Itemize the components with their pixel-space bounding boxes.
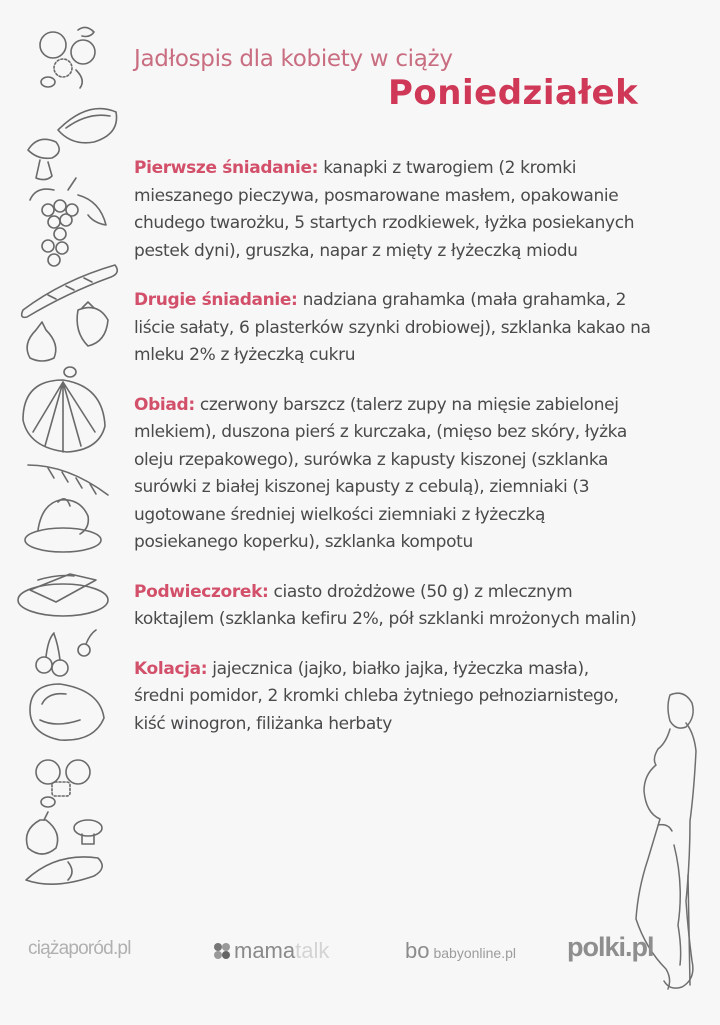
meal-plan [134, 155, 669, 760]
fish-icon [26, 857, 102, 884]
logo-mamatalk[interactable] [212, 938, 329, 964]
babyonline-mark-icon: bo [405, 938, 430, 963]
garlic-icon [27, 322, 76, 377]
page-title: Poniedziałek [388, 73, 639, 113]
meal-text: ciasto drożdżowe (50 g) z mlecznym koktajlem (szklanka kefiru 2%, pół szklanki mrożonych malin) [134, 581, 637, 629]
shell-icon [23, 380, 105, 452]
lemon-slice-icon [58, 109, 117, 143]
partner-logos [0, 930, 720, 980]
herb-sprig-icon [28, 465, 108, 495]
meal-lunch [134, 392, 644, 557]
logo-ciazaporod[interactable] [28, 938, 131, 960]
fruit-cluster-icon [40, 27, 95, 88]
food-illustrations-column [8, 20, 118, 890]
pear-icon [27, 812, 58, 854]
meal-dinner [134, 656, 639, 739]
logo-suffix: talk [295, 938, 330, 963]
meal-text: czerwony barszcz (talerz zupy na mięsie zabielonej mlekiem), duszona pierś z kurczaka, (mięso bez skóry, łyżka oleju rzepakowego), surówka z kapusty kiszonej (szklanka surówki z białej kiszonej kapusty z cebulą), ziemniaki (3 ugotowane średniej wielkości ziemniaki z łyżeczką posiekanego koperku), szklanka kompotu [134, 394, 627, 552]
meal-label: Kolacja: [134, 658, 208, 679]
meal-text: nadziana grahamka (mała grahamka, 2 liście sałaty, 6 plasterków szynki drobiowej), szklanka kakao na mleku 2% z łyżeczką cukru [134, 290, 651, 365]
logo-polki[interactable] [567, 932, 654, 963]
meal-label: Drugie śniadanie: [134, 290, 298, 310]
logo-text: ciążaporód.pl [28, 938, 131, 959]
page-subtitle: Jadłospis dla kobiety w ciąży [134, 46, 453, 72]
meal-first-breakfast [134, 155, 654, 265]
logo-text: polki.pl [567, 932, 654, 962]
meal-label: Podwieczorek: [134, 581, 269, 602]
strawberry-icon [77, 302, 108, 346]
baguette-icon [22, 265, 118, 317]
meal-label: Pierwsze śniadanie: [134, 158, 319, 178]
logo-text: mama [234, 938, 296, 963]
cheese-plate-icon [18, 574, 108, 616]
meal-second-breakfast [134, 287, 669, 370]
meal-afternoon-snack [134, 579, 644, 634]
grapes-icon [30, 178, 106, 266]
meal-label: Obiad: [134, 394, 195, 415]
cherries-icon [36, 630, 96, 676]
logo-babyonline[interactable] [405, 938, 516, 964]
meal-text: kanapki z twarogiem (2 kromki mieszanego pieczywa, posmarowane masłem, opakowanie chudego twarożku, 5 startych rzodkiewek, łyżka posiekanych pestek dyni), gruszka, napar z mięty z łyżeczką miodu [134, 158, 635, 261]
meal-text: jajecznica (jajko, białko jajka, łyżeczka masła), średni pomidor, 2 kromki chleba żytniego pełnoziarnistego, kiść winogron, filiżanka herbaty [134, 658, 619, 734]
mushroom-icon [28, 139, 59, 179]
flower-icon [212, 941, 232, 961]
fruit-cluster-icon [36, 760, 90, 807]
cake-plate-icon [25, 499, 101, 552]
oyster-icon [30, 684, 104, 740]
logo-text: babyonline.pl [433, 945, 516, 961]
mushroom-icon [74, 820, 102, 844]
